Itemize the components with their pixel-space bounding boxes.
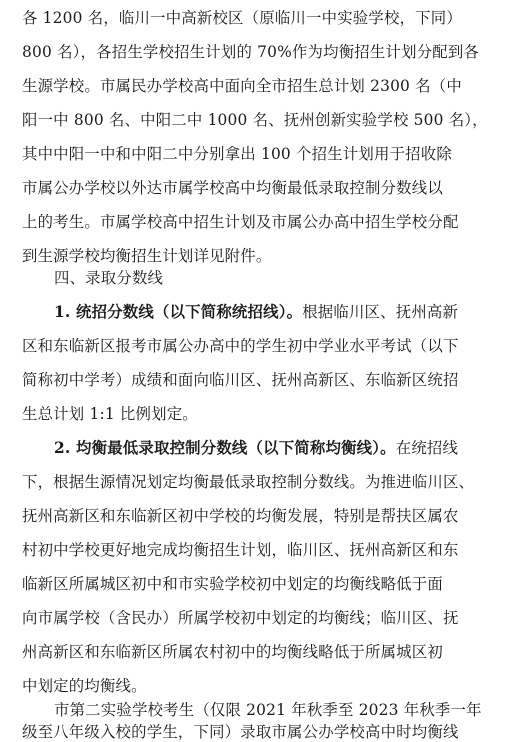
paragraph-1-first-line <box>54 302 458 322</box>
text-line: 生总计划 1:1 比例划定。 <box>22 405 198 423</box>
text-line: 州高新区和东临新区所属农村初中的均衡线略低于所属城区初 <box>22 643 443 661</box>
text-line: 临新区所属城区初中和市实验学校初中划定的均衡线略低于面 <box>22 575 443 593</box>
paragraph-1-lead: 根据临川区、抚州高新 <box>302 303 459 321</box>
text-line: 800 名），各招生学校招生计划的 70%作为均衡招生计划分配到各 <box>22 43 480 61</box>
text-line: 区和东临新区报考市属公办高中的学生初中学业水平考试（以下 <box>22 337 459 355</box>
text-line: 向市属学校（含民办）所属学校初中划定的均衡线；临川区、抚 <box>22 609 459 627</box>
paragraph-2-title: 2. 均衡最低录取控制分数线（以下简称均衡线）。 <box>54 439 396 457</box>
text-line: 上的考生。市属学校高中招生计划及市属公办高中招生学校分配 <box>22 213 459 231</box>
text-line: 市属公办学校以外达市属学校高中均衡最低录取控制分数线以 <box>22 179 443 197</box>
text-line: 级至八年级入校的学生，下同）录取市属公办学校高中时均衡线 <box>22 723 459 741</box>
paragraph-2-first-line <box>54 438 458 458</box>
text-line: 村初中学校更好地完成均衡招生计划，临川区、抚州高新区和东 <box>22 541 459 559</box>
text-line: 阳一中 800 名、中阳二中 1000 名、抚州创新实验学校 500 名）， <box>22 111 488 129</box>
text-line: 抚州高新区和东临新区初中学校的均衡发展，特别是帮扶区属农 <box>22 507 459 525</box>
paragraph-2-lead: 在统招线 <box>395 439 459 457</box>
text-line: 下，根据生源情况划定均衡最低录取控制分数线。为推进临川区、 <box>22 473 475 491</box>
paragraph-1-title: 1. 统招分数线（以下简称统招线）。 <box>54 303 303 321</box>
text-line: 市第二实验学校考生（仅限 2021 年秋季至 2023 年秋季一年 <box>54 701 482 719</box>
text-line: 生源学校。市属民办学校高中面向全市招生总计划 2300 名（中 <box>22 77 462 95</box>
text-line: 简称初中学考）成绩和面向临川区、抚州高新区、东临新区统招 <box>22 371 459 389</box>
text-line: 到生源学校均衡招生计划详见附件。 <box>22 247 272 265</box>
text-line: 中划定的均衡线。 <box>22 677 147 695</box>
text-line: 其中中阳一中和中阳二中分别拿出 100 个招生计划用于招收除 <box>22 145 452 163</box>
text-line: 各 1200 名，临川一中高新校区（原临川一中实验学校，下同） <box>22 9 462 27</box>
section-heading: 四、录取分数线 <box>54 269 164 287</box>
